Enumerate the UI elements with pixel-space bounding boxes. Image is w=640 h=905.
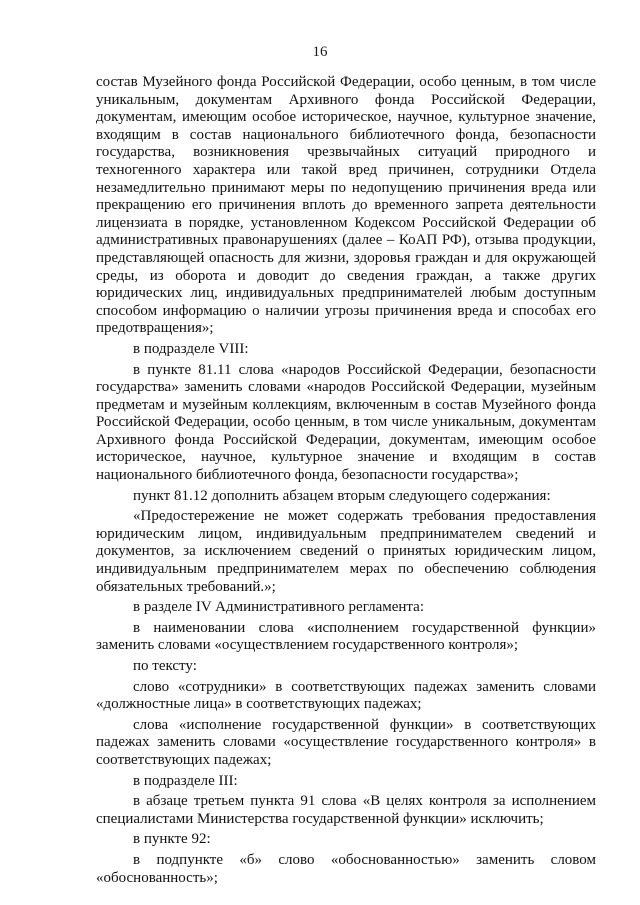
paragraph-title-change: в наименовании слова «исполнением государственной функции» заменить словами «осуществлением государственного контроля»; <box>96 619 596 654</box>
paragraph-section-iv: в разделе IV Административного регламента: <box>133 599 424 616</box>
paragraph-warning-quote: «Предостережение не может содержать требования предоставления юридическим лицом, индивидуальным предпринимателем сведений и документов, за исключением сведений о принятых юридическим лицом, индивидуальным предпринимателем мерах по обеспечению соблюдения обязательных требований.»; <box>96 508 596 595</box>
page-number: 16 <box>312 44 328 60</box>
paragraph-employees-word: слово «сотрудники» в соответствующих падежах заменить словами «должностные лица» в соответствующих падежах; <box>96 678 596 713</box>
paragraph-item-81-11: в пункте 81.11 слова «народов Российской Федерации, безопасности государства» заменить словами «народов Российской Федерации, музейным предметам и музейным коллекциям, включенным в состав Музейного фонда Российской Федерации, особо ценным, в том числе уникальным, документам Архивного фонда Российской Федерации, документам, имеющим особое историческое, научное, культурное значение и входящим в состав национального библиотечного фонда, безопасности государства»; <box>96 361 596 484</box>
paragraph-subsection-viii: в подразделе VIII: <box>133 340 249 357</box>
paragraph-subitem-b: в подпункте «б» слово «обоснованностью» заменить словом «обоснованность»; <box>96 851 596 886</box>
paragraph-subsection-iii: в подразделе III: <box>133 772 238 789</box>
document-body <box>96 74 596 890</box>
paragraph-throughout-text: по тексту: <box>133 658 197 674</box>
paragraph-continuation: состав Музейного фонда Российской Федерации, особо ценным, в том числе уникальным, документам Архивного фонда Российской Федерации, документам, имеющим особое историческое, научное, культурное значение, входящим в состав национального библиотечного фонда, безопасности государства, возникновения чрезвычайных ситуаций природного и техногенного характера или такой вред причинен, сотрудники Отдела незамедлительно принимают меры по недопущению причинения вреда или прекращению его причинения вплоть до временного запрета деятельности лицензиата в порядке, установленном Кодексом Российской Федерации об административных правонарушениях (далее – КоАП РФ), отзыва продукции, представляющей опасность для жизни, здоровья граждан и для окружающей среды, из оборота и доводит до сведения граждан, а также других юридических лиц, индивидуальных предпринимателей любым доступным способом информацию о наличии угрозы причинения вреда и способах его предотвращения»; <box>96 74 596 337</box>
paragraph-item-92: в пункте 92: <box>133 831 211 848</box>
paragraph-item-81-12: пункт 81.12 дополнить абзацем вторым следующего содержания: <box>133 487 551 504</box>
paragraph-function-words: слова «исполнение государственной функции» в соответствующих падежах заменить словами «осуществление государственного контроля» в соответствующих падежах; <box>96 716 596 768</box>
paragraph-item-91: в абзаце третьем пункта 91 слова «В целях контроля за исполнением специалистами Министерства государственной функции» исключить; <box>96 793 596 827</box>
